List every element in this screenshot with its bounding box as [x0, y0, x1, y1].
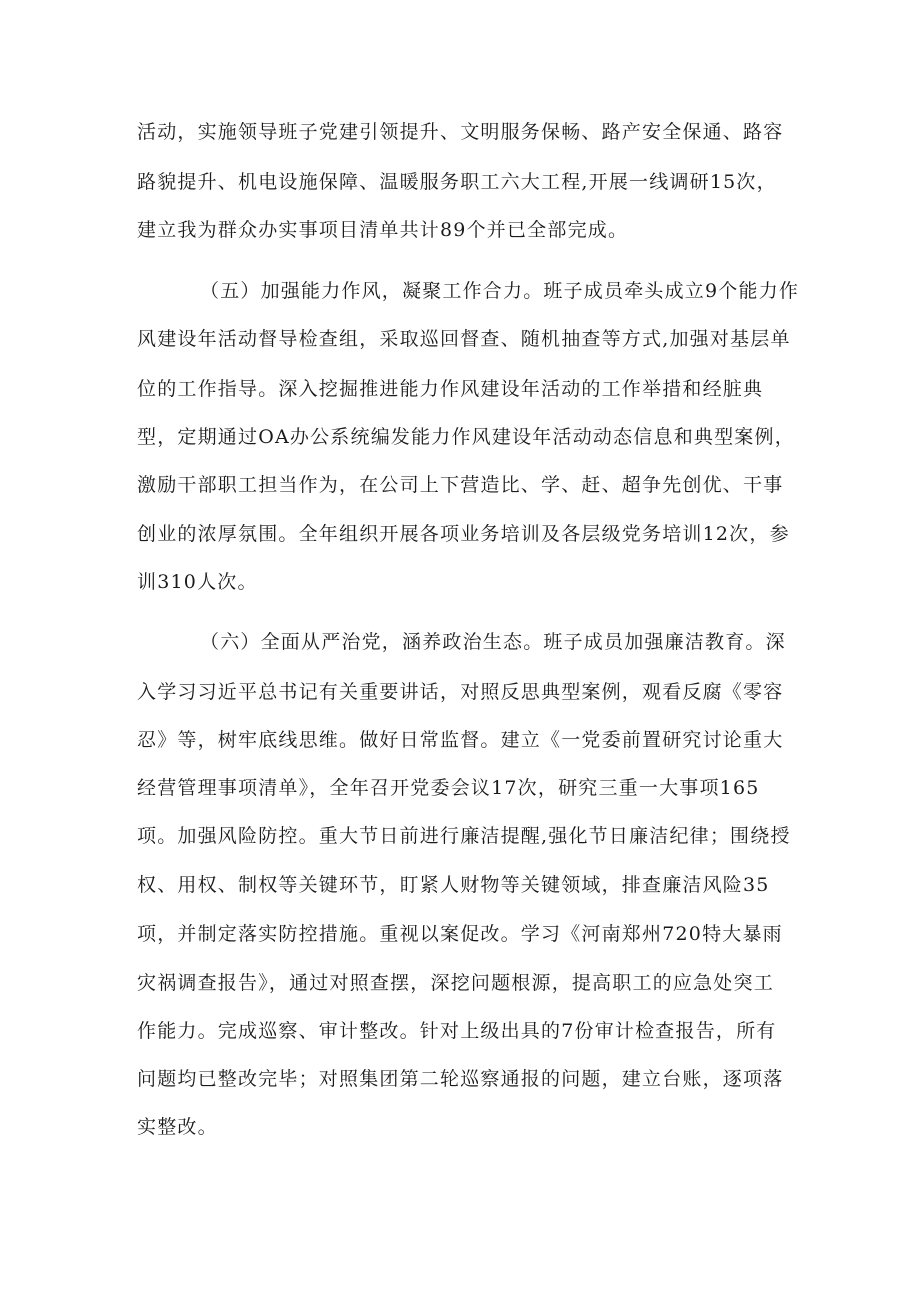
paragraph-3-line-11: 实整改。	[137, 1116, 218, 1138]
paragraph-2-line-1: （五）加强能力作风，凝聚工作合力。班子成员牵头成立9个能力作	[200, 280, 800, 302]
paragraph-3-line-4: 经营管理事项清单》，全年召开党委会议17次，研究三重一大事项165	[137, 777, 760, 799]
paragraph-3-line-5: 项。加强风险防控。重大节日前进行廉洁提醒,强化节日廉洁纪律；围绕授	[137, 825, 791, 847]
paragraph-2-line-7: 训310人次。	[137, 571, 258, 593]
paragraph-3-line-10: 问题均已整改完毕；对照集团第二轮巡察通报的问题，建立台账，逐项落	[137, 1068, 784, 1090]
paragraph-3-line-8: 灾祸调查报告》，通过对照查摆，深挖问题根源，提高职工的应急处突工	[137, 972, 774, 994]
paragraph-2-line-4: 型，定期通过OA办公系统编发能力作风建设年活动动态信息和典型案例，	[137, 426, 795, 448]
paragraph-3-line-7: 项，并制定落实防控措施。重视以案促改。学习《河南郑州720特大暴雨	[137, 923, 783, 945]
paragraph-3-line-3: 忍》等，树牢底线思维。做好日常监督。建立《一党委前置研究讨论重大	[137, 729, 784, 751]
paragraph-3-line-2: 入学习习近平总书记有关重要讲话，对照反思典型案例，观看反腐《零容	[137, 681, 784, 703]
paragraph-2-line-3: 位的工作指导。深入挖掘推进能力作风建设年活动的工作举措和经脏典	[137, 378, 764, 400]
paragraph-3-line-9: 作能力。完成巡察、审计整改。针对上级出具的7份审计检查报告，所有	[137, 1020, 777, 1042]
paragraph-1-line-3: 建立我为群众办实事项目清单共计89个并已全部完成。	[137, 219, 629, 241]
paragraph-2-line-5: 激励干部职工担当作为，在公司上下营造比、学、赶、超争先创优、干事	[137, 474, 784, 496]
paragraph-2-line-2: 风建设年活动督导检查组，采取巡回督查、随机抽查等方式,加强对基层单	[137, 328, 791, 350]
paragraph-1-line-1: 活动，实施领导班子党建引领提升、文明服务保畅、路产安全保通、路容	[137, 121, 784, 143]
paragraph-3-line-6: 权、用权、制权等关键环节，盯紧人财物等关键领域，排查廉洁风险35	[137, 874, 770, 896]
paragraph-2-line-6: 创业的浓厚氛围。全年组织开展各项业务培训及各层级党务培训12次，参	[137, 523, 790, 545]
paragraph-1-line-2: 路貌提升、机电设施保障、温暖服务职工六大工程,开展一线调研15次，	[137, 171, 777, 193]
paragraph-3-line-1: （六）全面从严治党，涵养政治生态。班子成员加强廉洁教育。深	[200, 631, 786, 653]
